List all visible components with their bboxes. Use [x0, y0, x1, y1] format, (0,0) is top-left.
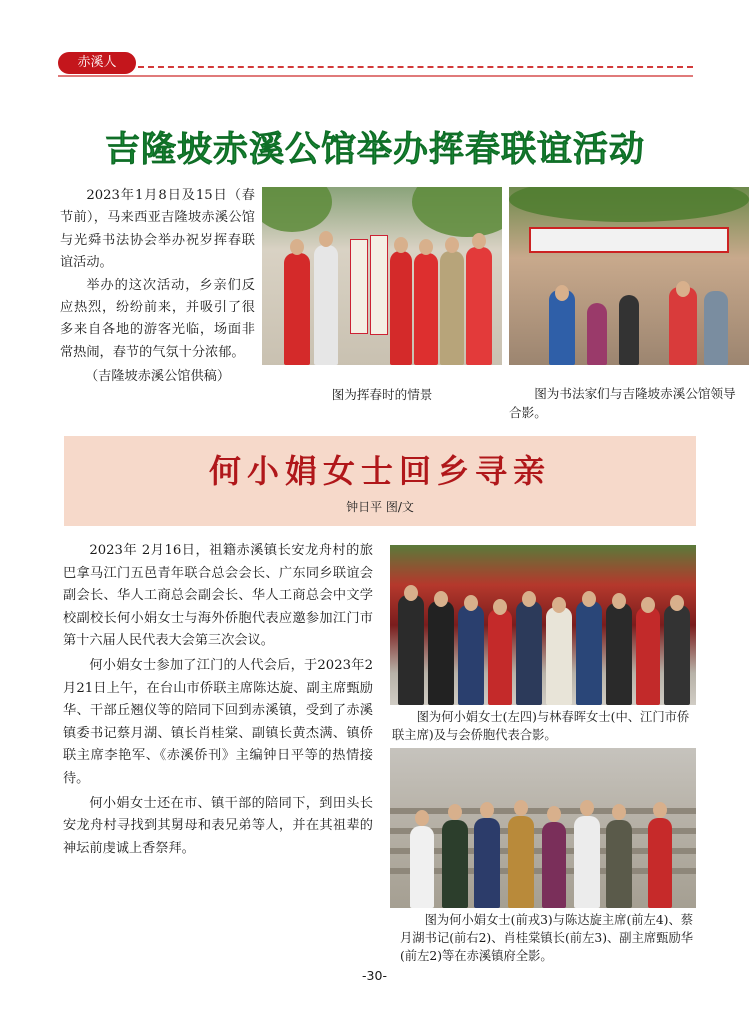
article1-body — [60, 185, 255, 389]
article2-byline: 钟日平 图/文 — [346, 500, 414, 514]
article2-body — [63, 540, 373, 862]
photo2-caption: 图为书法家们与吉隆坡赤溪公馆领导合影。 — [509, 386, 736, 420]
header-underline — [58, 75, 693, 77]
page-number: -30- — [362, 968, 387, 983]
photo-congress-group — [390, 545, 696, 705]
header-divider — [138, 66, 693, 68]
article1-paragraph: 2023年1月8日及15日（春节前），马来西亚吉隆坡赤溪公馆与光舜书法协会举办祝岁挥春联谊活动。 — [60, 188, 255, 271]
photo1-caption: 图为挥春时的情景 — [331, 387, 433, 402]
article2-paragraph: 2023年 2月16日，祖籍赤溪镇长安龙舟村的旅巴拿马江门五邑青年联合总会会长、广东同乡联谊会副会长、华人工商总会副会长、华人工商总会中文学校副校长何小娟女士与海外侨胞代表应邀参加江门市第十六届人民代表大会第三次会议。 — [63, 543, 373, 649]
article1-paragraph: 举办的这次活动，乡亲们反应热烈，纷纷前来，并吸引了很多来自各地的游客光临，场面非常热闹，春节的气氛十分浓郁。 — [60, 277, 255, 360]
photo-town-hall-group — [390, 748, 696, 908]
photo4-caption: 图为何小娟女士(前戎3)与陈达旋主席(前左4)、蔡月湖书记(前右2)、肖桂棠镇长(前左3)、副主席甄励华(前左2)等在赤溪镇府全影。 — [400, 913, 694, 963]
photo-calligraphers-group — [509, 187, 749, 365]
article2-title: 何小娟女士回乡寻亲 — [208, 452, 551, 490]
section-tag: 赤溪人 — [58, 52, 136, 74]
photo-calligraphy-event — [262, 187, 502, 365]
article2-paragraph: 何小娟女士还在市、镇干部的陪同下，到田头长安龙舟村寻找到其舅母和表兄弟等人，并在其祖辈的神坛前虔诚上香祭拜。 — [63, 795, 373, 856]
article2-title-banner — [64, 436, 696, 526]
article2-paragraph: 何小娟女士参加了江门的人代会后，于2023年2月21日上午，在台山市侨联主席陈达旋、副主席甄励华、干部丘翘仪等的陪同下回到赤溪镇，受到了赤溪镇委书记蔡月湖、镇长肖桂棠、副镇长黄杰满、镇侨联主席李艳军、《赤溪侨刊》主编钟日平等的热情接待。 — [63, 657, 373, 786]
article1-title: 吉隆坡赤溪公馆举办挥春联谊活动 — [104, 130, 645, 170]
photo3-caption: 图为何小娟女士(左四)与林春晖女士(中、江门市侨联主席)及与会侨胞代表合影。 — [392, 710, 690, 742]
article1-credit: （吉隆坡赤溪公馆供稿） — [84, 369, 231, 385]
